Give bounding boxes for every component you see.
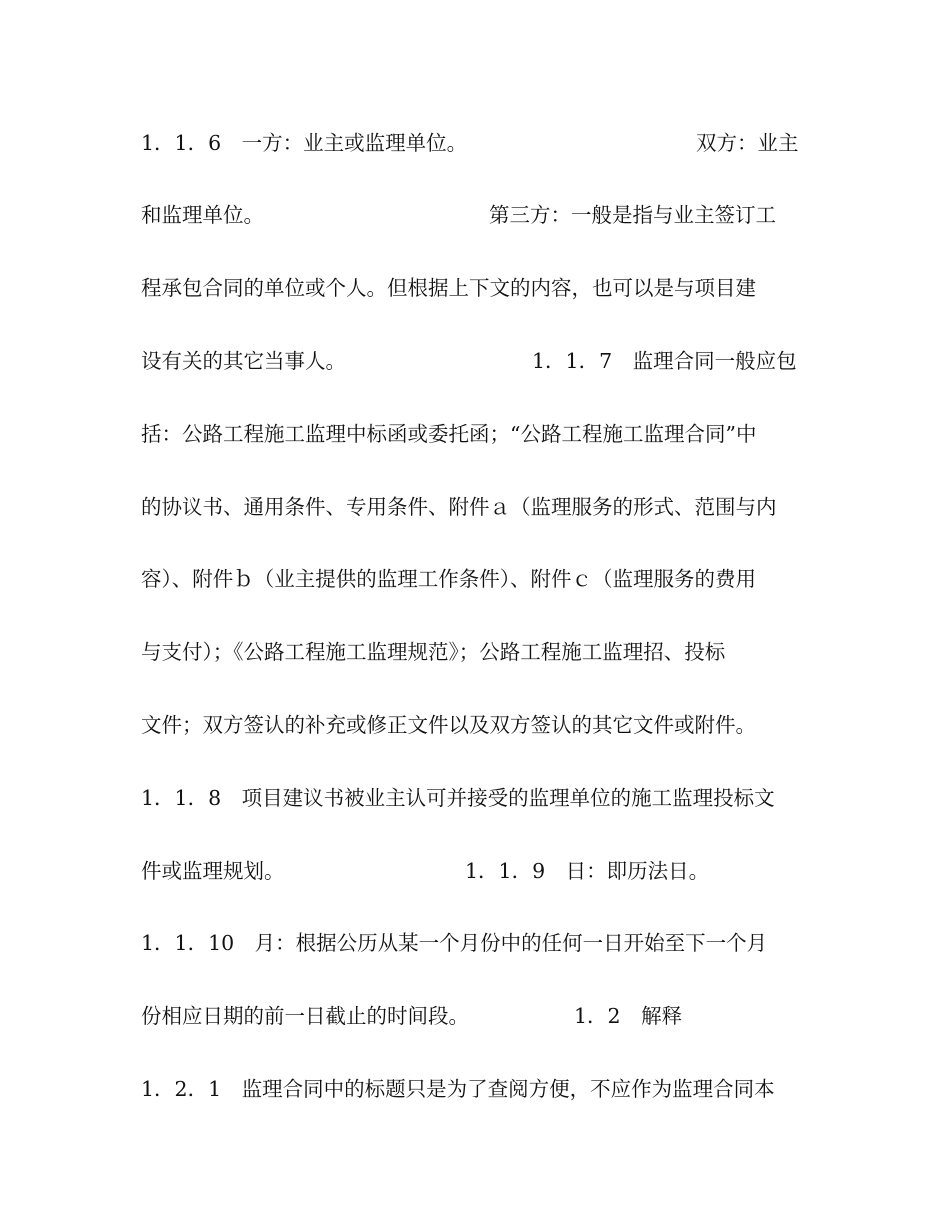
text-line-3 xyxy=(141,273,756,303)
text-segment: 件或监理规划。 xyxy=(141,859,285,883)
text-segment: 文件；双方签认的补充或修正文件以及双方签认的其它文件或附件。 xyxy=(141,713,756,737)
text-line-1 xyxy=(141,128,799,158)
text-line-13 xyxy=(141,1001,683,1031)
text-segment: 的协议书、通用条件、专用条件、附件ａ（监理服务的形式、范围与内 xyxy=(141,495,777,519)
text-line-6 xyxy=(141,492,777,522)
text-segment: 第三方：一般是指与业主签订工 xyxy=(489,203,776,227)
text-line-14 xyxy=(141,1074,775,1104)
text-segment: 1．1．8 项目建议书被业主认可并接受的监理单位的施工监理投标文 xyxy=(141,786,775,810)
text-line-2 xyxy=(141,200,776,230)
text-segment: 与支付）；《公路工程施工监理规范》；公路工程施工监理招、投标 xyxy=(141,640,726,664)
text-segment: 1．1．10 月：根据公历从某一个月份中的任何一日开始至下一个月 xyxy=(141,931,768,955)
text-line-4 xyxy=(141,346,797,376)
text-segment: 1．1．7 监理合同一般应包 xyxy=(532,349,797,373)
text-segment: 和监理单位。 xyxy=(141,203,264,227)
text-line-9 xyxy=(141,710,756,740)
text-segment: 程承包合同的单位或个人。但根据上下文的内容，也可以是与项目建 xyxy=(141,276,756,300)
text-segment: 份相应日期的前一日截止的时间段。 xyxy=(141,1004,469,1028)
text-line-11 xyxy=(141,856,710,886)
text-segment: 1．2 解释 xyxy=(574,1004,683,1028)
text-segment: 1．1．9 日：即历法日。 xyxy=(465,859,710,883)
text-segment: 双方：业主 xyxy=(696,131,799,155)
text-line-8 xyxy=(141,637,726,667)
text-segment: 设有关的其它当事人。 xyxy=(141,349,346,373)
text-line-7 xyxy=(141,564,756,594)
text-line-10 xyxy=(141,783,775,813)
text-segment: 1．2．1 监理合同中的标题只是为了查阅方便，不应作为监理合同本 xyxy=(141,1077,775,1101)
text-line-5 xyxy=(141,419,757,449)
text-line-12 xyxy=(141,928,768,958)
text-segment: 括：公路工程施工监理中标函或委托函；“公路工程施工监理合同”中 xyxy=(141,422,757,446)
text-segment: 容）、附件ｂ（业主提供的监理工作条件）、附件ｃ（监理服务的费用 xyxy=(141,567,756,591)
text-segment: 1．1．6 一方：业主或监理单位。 xyxy=(141,131,468,155)
